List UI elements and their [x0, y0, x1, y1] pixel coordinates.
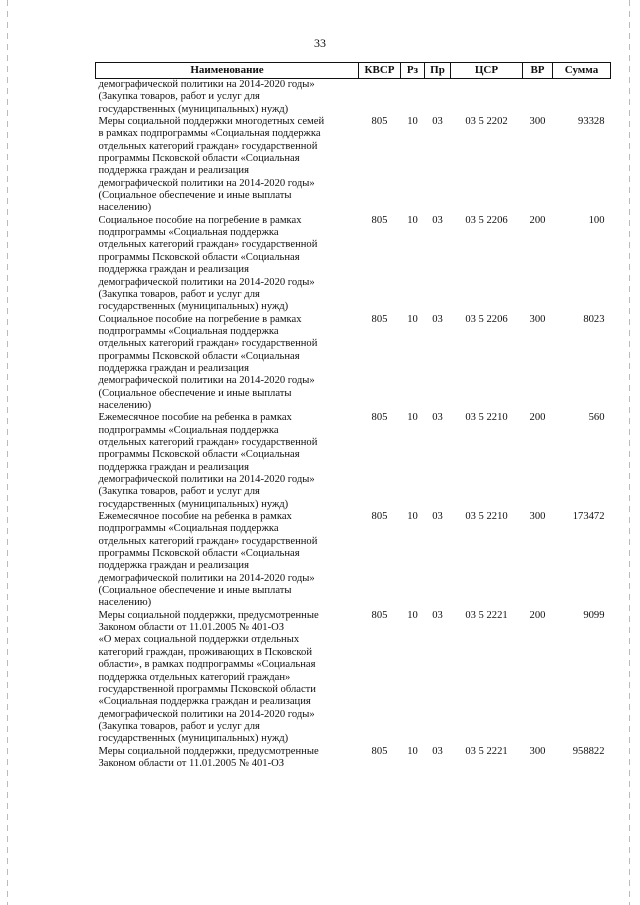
row-rz: 10	[407, 214, 418, 226]
row-vr: 300	[529, 313, 546, 325]
row-rz: 10	[407, 412, 418, 424]
header-sum: Сумма	[553, 63, 611, 79]
row-sum	[553, 79, 611, 117]
header-pr: Пр	[425, 63, 451, 79]
row-rz: 10	[407, 116, 418, 128]
header-name: Наименование	[96, 63, 359, 79]
table-row	[96, 511, 611, 610]
row-name: Меры социальной поддержки, предусмотренные Законом области от 11.01.2005 № 401-ОЗ «О мерах социальной поддержки отдельных категорий граждан, проживающих в Псковской области», в рамках подпрограммы «Социальная поддержка отдельных категорий граждан» государственной программы Псковской области «Социальная поддержка граждан и реализация демографической политики на 2014-2020 годы» (Закупка товаров, работ и услуг для государственных (муниципальных) нужд)	[98, 609, 319, 745]
row-rz	[401, 79, 425, 117]
row-name: Социальное пособие на погребение в рамках подпрограммы «Социальная поддержка отдельных категорий граждан» государственной программы Псковской области «Социальная поддержка граждан и реализация демографической политики на 2014-2020 годы» (Социальное обеспечение и иные выплаты населению)	[98, 313, 318, 411]
row-name: Меры социальной поддержки, предусмотренные Законом области от 11.01.2005 № 401-ОЗ	[98, 745, 319, 769]
table-row	[96, 314, 611, 413]
row-rz: 10	[407, 609, 418, 621]
row-csr: 03 5 2202	[465, 116, 508, 128]
row-rz: 10	[407, 511, 418, 523]
table-row	[96, 412, 611, 511]
row-name: Ежемесячное пособие на ребенка в рамках подпрограммы «Социальная поддержка отдельных категорий граждан» государственной программы Псковской области «Социальная поддержка граждан и реализация демографической политики на 2014-2020 годы» (Закупка товаров, работ и услуг для государственных (муниципальных) нужд)	[98, 412, 318, 510]
row-sum: 8023	[583, 313, 605, 325]
row-pr: 03	[432, 313, 443, 325]
row-name: демографической политики на 2014-2020 годы» (Закупка товаров, работ и услуг для государственных (муниципальных) нужд)	[98, 79, 315, 115]
scan-edge-left	[7, 0, 8, 905]
row-pr: 03	[432, 412, 443, 424]
table-row	[96, 215, 611, 314]
table-header	[96, 63, 611, 79]
row-csr: 03 5 2206	[465, 214, 508, 226]
row-rz: 10	[407, 313, 418, 325]
table-row	[96, 116, 611, 215]
row-pr	[425, 79, 451, 117]
row-name: Меры социальной поддержки многодетных семей в рамках подпрограммы «Социальная поддержка отдельных категорий граждан» государственной программы Псковской области «Социальная поддержка граждан и реализация демографической политики на 2014-2020 годы» (Социальное обеспечение и иные выплаты населению)	[98, 116, 325, 214]
row-pr: 03	[432, 745, 443, 757]
budget-table	[95, 62, 611, 770]
row-vr: 200	[529, 214, 546, 226]
row-vr	[523, 79, 553, 117]
row-kvsr: 805	[371, 116, 388, 128]
row-sum: 100	[588, 214, 605, 226]
row-name: Социальное пособие на погребение в рамках подпрограммы «Социальная поддержка отдельных категорий граждан» государственной программы Псковской области «Социальная поддержка граждан и реализация демографической политики на 2014-2020 годы» (Закупка товаров, работ и услуг для государственных (муниципальных) нужд)	[98, 214, 318, 313]
row-vr: 200	[529, 412, 546, 424]
row-kvsr: 805	[371, 745, 388, 757]
row-sum: 173472	[572, 511, 605, 523]
scan-edge-right	[629, 0, 630, 905]
row-vr: 300	[529, 745, 546, 757]
row-vr: 200	[529, 609, 546, 621]
row-pr: 03	[432, 214, 443, 226]
row-kvsr: 805	[371, 609, 388, 621]
row-kvsr: 805	[371, 511, 388, 523]
row-pr: 03	[432, 511, 443, 523]
page-number: 33	[314, 36, 326, 50]
row-csr: 03 5 2206	[465, 313, 508, 325]
header-rz: Рз	[401, 63, 425, 79]
row-sum: 9099	[583, 609, 605, 621]
row-kvsr: 805	[371, 313, 388, 325]
row-sum: 958822	[572, 745, 605, 757]
table-body	[96, 79, 611, 771]
row-csr	[451, 79, 523, 117]
row-csr: 03 5 2210	[465, 511, 508, 523]
row-csr: 03 5 2210	[465, 412, 508, 424]
table-row	[96, 79, 611, 117]
row-kvsr: 805	[371, 214, 388, 226]
row-sum: 93328	[578, 116, 605, 128]
row-name: Ежемесячное пособие на ребенка в рамках подпрограммы «Социальная поддержка отдельных категорий граждан» государственной программы Псковской области «Социальная поддержка граждан и реализация демографической политики на 2014-2020 годы» (Социальное обеспечение и иные выплаты населению)	[98, 511, 318, 609]
row-vr: 300	[529, 511, 546, 523]
row-csr: 03 5 2221	[465, 609, 508, 621]
row-rz: 10	[407, 745, 418, 757]
row-kvsr	[359, 79, 401, 117]
row-csr: 03 5 2221	[465, 745, 508, 757]
row-kvsr: 805	[371, 412, 388, 424]
table-row	[96, 746, 611, 771]
header-kvsr: КВСР	[359, 63, 401, 79]
table-row	[96, 610, 611, 746]
row-pr: 03	[432, 116, 443, 128]
row-sum: 560	[588, 412, 605, 424]
header-csr: ЦСР	[451, 63, 523, 79]
row-vr: 300	[529, 116, 546, 128]
header-vr: ВР	[523, 63, 553, 79]
row-pr: 03	[432, 609, 443, 621]
